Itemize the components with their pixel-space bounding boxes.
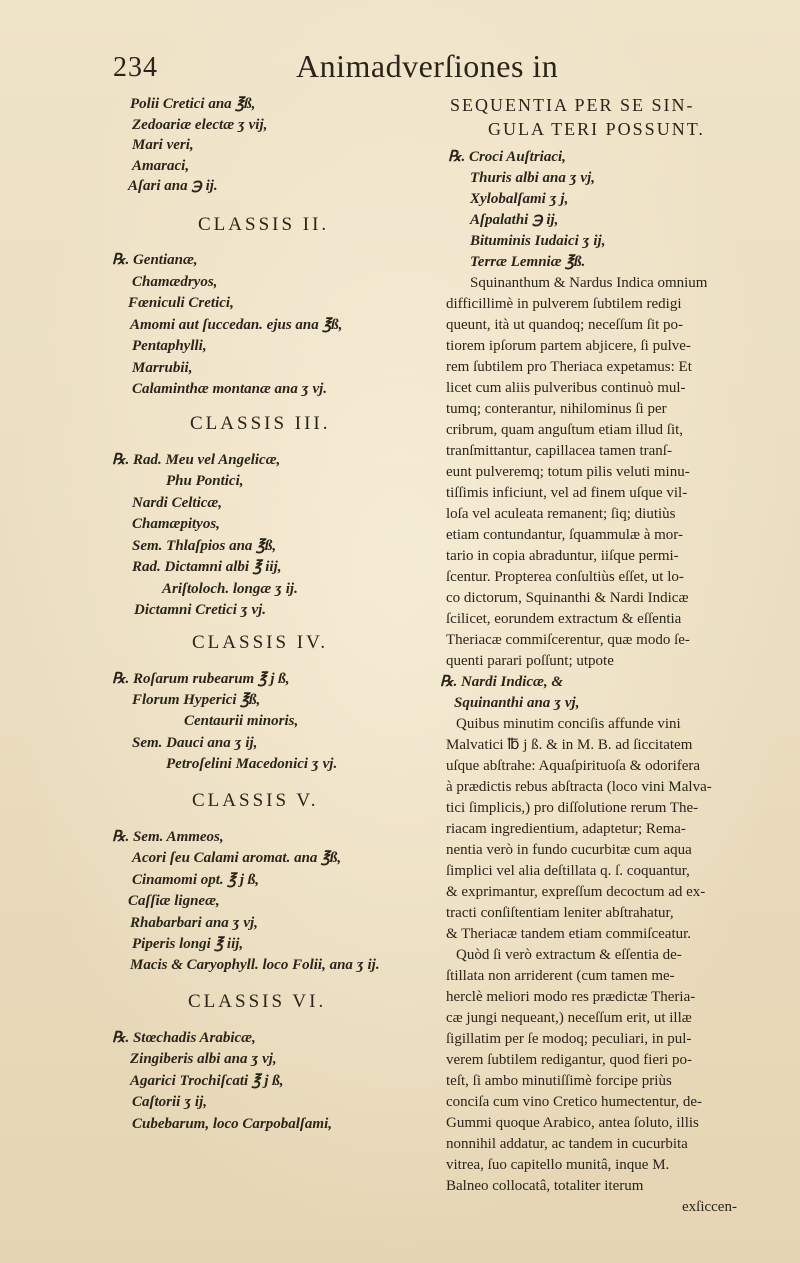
- body-line: tario in copia abraduntur, iiſque permi-: [446, 548, 679, 564]
- recipe-line: Bituminis Iudaici ʒ ij,: [470, 233, 606, 249]
- recipe-line: Rhabarbari ana ʒ vj,: [130, 915, 258, 931]
- body-line: Quòd ſi verò extractum & eſſentia de-: [456, 947, 682, 963]
- section-heading: SEQUENTIA PER SE SIN-: [450, 95, 695, 115]
- recipe-line: Ariſtoloch. longæ ʒ ij.: [162, 581, 298, 597]
- body-line: ſcilicet, eorundem extractum & eſſentia: [446, 611, 682, 627]
- body-line: ſimplici vel alia deſtillata q. ſ. coquantur,: [446, 863, 690, 879]
- recipe-line: ℞. Roſarum rubearum ℥ j ß,: [112, 671, 290, 687]
- body-line: ſtillata non arriderent (cum tamen me-: [446, 968, 675, 984]
- body-line: nentia verò in fundo cucurbitæ cum aqua: [446, 842, 692, 858]
- body-line: cribrum, quam anguſtum etiam illud ſit,: [446, 422, 684, 438]
- recipe-line: Chamædryos,: [132, 274, 218, 290]
- body-line: eunt pulveremq; totum pilis veluti minu-: [446, 464, 690, 480]
- recipe-line: Dictamni Cretici ʒ vj.: [134, 602, 267, 618]
- body-line: tranſmittantur, capillacea tamen tranſ-: [446, 443, 672, 459]
- recipe-line: Squinanthi ana ʒ vj,: [454, 695, 580, 711]
- body-line: Balneo collocatâ, totaliter iterum: [446, 1178, 644, 1194]
- body-line: tiorem ipſorum partem abjicere, ſi pulve-: [446, 338, 691, 354]
- recipe-line: ℞. Rad. Meu vel Angelicæ,: [112, 452, 281, 468]
- recipe-line: Macis & Caryophyll. loco Folii, ana ʒ ij.: [130, 957, 380, 973]
- body-line: conciſa cum vino Cretico humectentur, de-: [446, 1094, 702, 1110]
- body-line: ſigillatim per ſe modoq; peculiari, in pul-: [446, 1031, 692, 1047]
- body-line: loſa vel aculeata remanent; ſiq; diutiùs: [446, 506, 676, 522]
- body-line: cæ jungi nequeant,) neceſſum erit, ut illæ: [446, 1010, 692, 1026]
- body-line: verem ſubtilem redigantur, quod fieri po-: [446, 1052, 692, 1068]
- class-heading: CLASSIS IV.: [192, 632, 329, 653]
- recipe-line: Florum Hyperici ℥ß,: [132, 692, 261, 708]
- body-line: Quibus minutim conciſis affunde vini: [456, 716, 681, 732]
- recipe-line: Nardi Celticæ,: [132, 495, 222, 511]
- body-line: riacam ingredientium, adaptetur; Rema-: [446, 821, 686, 837]
- body-line: nonnihil addatur, ac tandem in cucurbita: [446, 1136, 688, 1152]
- body-line: licet cum aliis pulveribus continuò mul-: [446, 380, 686, 396]
- body-line: co dictorum, Squinanthi & Nardi Indicæ: [446, 590, 689, 606]
- body-line: tracti conſiſtentiam leniter abſtrahatur,: [446, 905, 674, 921]
- recipe-line: Fœniculi Cretici,: [128, 295, 234, 311]
- body-line: & exprimantur, expreſſum decoctum ad ex-: [446, 884, 706, 900]
- recipe-line: ℞. Gentianæ,: [112, 252, 198, 268]
- recipe-line: Zedoariæ electæ ʒ vij,: [132, 117, 268, 133]
- recipe-line: Acori ſeu Calami aromat. ana ℥ß,: [132, 850, 342, 866]
- body-line: Squinanthum & Nardus Indica omnium: [470, 275, 708, 291]
- recipe-line: Cinamomi opt. ℥ j ß,: [132, 872, 260, 888]
- body-line: & Theriacæ tandem etiam commiſceatur.: [446, 926, 692, 942]
- body-line: uſque abſtrahe: Aquaſpirituoſa & odorifera: [446, 758, 701, 774]
- recipe-line: Sem. Dauci ana ʒ ij,: [132, 735, 258, 751]
- recipe-line: Sem. Thlaſpios ana ℥ß,: [132, 538, 277, 554]
- recipe-line: Zingiberis albi ana ʒ vj,: [130, 1051, 277, 1067]
- body-line: Gummi quoque Arabico, antea ſoluto, illis: [446, 1115, 699, 1131]
- class-heading: CLASSIS II.: [198, 214, 330, 235]
- page-number: 234: [113, 52, 158, 83]
- class-heading: CLASSIS III.: [190, 413, 331, 434]
- recipe-line: Petroſelini Macedonici ʒ vj.: [166, 756, 338, 772]
- running-head: [0, 46, 800, 90]
- recipe-line: ℞. Stœchadis Arabicæ,: [112, 1030, 256, 1046]
- class-heading: CLASSIS VI.: [188, 991, 327, 1012]
- body-line: rem ſubtilem pro Theriaca expetamus: Et: [446, 359, 692, 375]
- page-title: Animadverſiones in: [296, 48, 559, 84]
- recipe-line: Mari veri,: [132, 137, 194, 153]
- recipe-line: Marrubii,: [132, 360, 193, 376]
- recipe-line: Amaraci,: [132, 158, 190, 174]
- recipe-line: Chamæpityos,: [132, 516, 220, 532]
- body-line: tici ſimplicis,) pro diſſolutione rerum The-: [446, 800, 699, 816]
- body-line: difficillimè in pulverem ſubtilem redigi: [446, 296, 682, 312]
- recipe-line: Aſari ana ℈ ij.: [128, 178, 218, 194]
- recipe-line: Piperis longi ℥ iij,: [132, 936, 244, 952]
- recipe-line: Caſſiæ ligneæ,: [128, 893, 220, 909]
- recipe-line: Polii Cretici ana ℥ß,: [130, 96, 256, 112]
- recipe-line: Phu Pontici,: [166, 473, 244, 489]
- recipe-line: Rad. Dictamni albi ℥ iij,: [132, 559, 282, 575]
- body-line: herclè meliori modo res prædictæ Theria-: [446, 989, 696, 1005]
- recipe-line: Agarici Trochiſcati ℥ j ß,: [130, 1073, 284, 1089]
- body-line: Theriacæ commiſcerentur, quæ modo ſe-: [446, 632, 690, 648]
- body-line: à prædictis rebus abſtracta (loco vini Malva-: [446, 779, 712, 795]
- body-line: tumq; conterantur, nihilominus ſi per: [446, 401, 667, 417]
- body-line: ſcentur. Propterea conſultiùs eſſet, ut lo-: [446, 569, 684, 585]
- body-line: tiſſimis inficiunt, vel ad finem uſque vil-: [446, 485, 688, 501]
- recipe-line: Centaurii minoris,: [184, 713, 299, 729]
- recipe-line: Caſtorii ʒ ij,: [132, 1094, 207, 1110]
- recipe-line: Xylobalſami ʒ j,: [470, 191, 569, 207]
- recipe-line: ℞. Croci Auſtriaci,: [448, 149, 566, 165]
- catchword: exſiccen-: [682, 1199, 737, 1215]
- recipe-line: Terræ Lemniæ ℥ß.: [470, 254, 586, 270]
- recipe-line: ℞. Sem. Ammeos,: [112, 829, 224, 845]
- body-line: quenti parari poſſunt; utpote: [446, 653, 614, 669]
- recipe-line: Thuris albi ana ʒ vj,: [470, 170, 596, 186]
- body-line: Malvatici ℔ j ß. & in M. B. ad ſiccitatem: [446, 737, 693, 753]
- recipe-line: Pentaphylli,: [132, 338, 207, 354]
- recipe-line: Amomi aut ſuccedan. ejus ana ℥ß,: [130, 317, 343, 333]
- class-heading: CLASSIS V.: [192, 790, 319, 811]
- body-line: vitrea, ſuo capitello munitâ, inque M.: [446, 1157, 670, 1173]
- body-line: etiam contundantur, ſquammulæ à mor-: [446, 527, 683, 543]
- section-heading: GULA TERI POSSUNT.: [488, 119, 705, 139]
- recipe-line: Aſpalathi ℈ ij,: [470, 212, 559, 228]
- recipe-line: ℞. Nardi Indicæ, &: [440, 674, 564, 690]
- recipe-line: Calaminthæ montanæ ana ʒ vj.: [132, 381, 328, 397]
- body-line: queunt, ità ut quandoq; neceſſum ſit po-: [446, 317, 684, 333]
- body-line: teſt, ſi ambo minutiſſimè forcipe priùs: [446, 1073, 672, 1089]
- recipe-line: Cubebarum, loco Carpobalſami,: [132, 1116, 333, 1132]
